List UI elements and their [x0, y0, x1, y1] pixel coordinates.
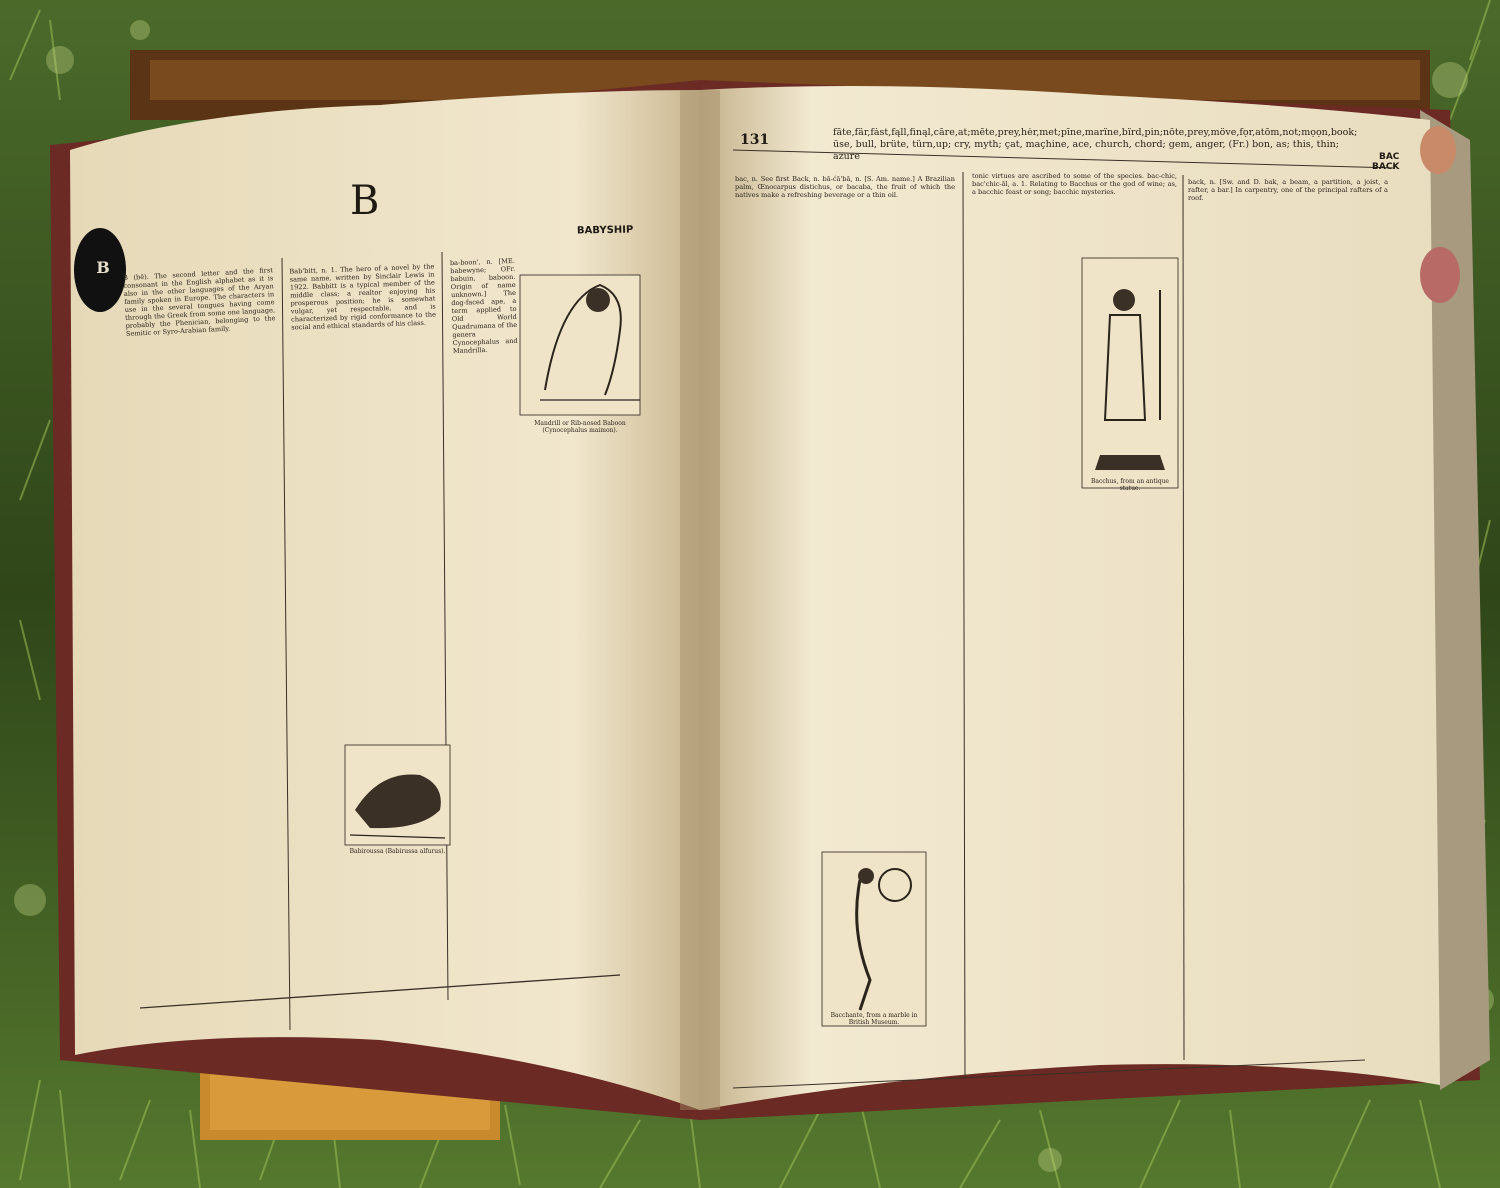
left-page [70, 90, 700, 1110]
right-column-1-text: bac, n. See first Back, n. bā-ćā'bā, n. [S. Am. name.] A Brazilian palm, Œnocarpus distichus, or bacaba, the fruit of which the natives make a refreshing beverage or a thin oil. [735, 175, 955, 199]
bacchante-illustration [822, 852, 926, 1026]
babirusa-caption: Babiroussa (Babirussa alfurus). [349, 848, 446, 855]
pronunciation-key [833, 127, 1358, 163]
left-column-1-text: B (bē). The second letter and the first consonant in the English alphabet as it is also in the other languages of the Aryan family spoken in Europe. The characters in use in the several tongues having come through the Greek from some one language, probably the Phenician, belonging to the Semitic or Syro-Arabian family. [122, 266, 276, 338]
left-running-head: BABYSHIP [576, 224, 634, 237]
pronunciation-line-2: ūse, bull, brüte, türn,up; cry, myth; çat, maçhine, ace, church, chord; gem, anger, (Fr.) bon, as; this, thin; azure [833, 138, 1339, 162]
pronunciation-line-1: fāte,fär,fȧst,fąll,finąl,cāre,at;mēte,prey,hėr,met;pīne,marïne,bïrd,pin;nōte,prey,möve,fọr,atōm,not;mọọn,book; [833, 127, 1358, 138]
bacchus-caption: Bacchus, from an antique statue. [1090, 478, 1169, 492]
running-head-line-1: BAC [1378, 152, 1400, 162]
bacchus-illustration [1082, 258, 1178, 488]
section-letter: B [350, 178, 380, 224]
right-column-3-text: back, n. [Sw. and D. bak, a beam, a partition, a joist, a rafter, a bar.] In carpentry, one of the principal rafters of a roof. [1188, 178, 1388, 202]
shell-decoration [1420, 247, 1460, 303]
baboon-caption: Mandrill or Rib-nosed Baboon (Cynocephalus maimon). [534, 420, 626, 434]
left-column-3-text: ba-boon', n. [ME. babewyne; OFr. babuin, baboon. Origin of name unknown.] The dog-faced ape, a term applied to Old World Quadrumana of the genera Cynocephalus and Mandrilla. [449, 256, 518, 356]
babirusa-illustration [345, 745, 450, 845]
thumb-index-letter: B [96, 258, 110, 277]
right-running-head [1372, 153, 1399, 173]
shell-decoration [1420, 126, 1456, 174]
page-number: 131 [740, 132, 770, 148]
right-column-2-text: tonic virtues are ascribed to some of the species. bac-chic, bac'chic-ăl, a. 1. Relating to Bacchus or the god of wine; as, a bacchic feast or song; bacchic mysteries. [972, 172, 1177, 196]
bacchante-caption: Bacchante, from a marble in British Museum. [830, 1012, 918, 1026]
left-column-2-text: Bab'bitt, n. 1. The hero of a novel by the same name, written by Sinclair Lewis in 1922. Babbitt is a typical member of the middle class; a realtor enjoying his prosperous position; he is somewhat vulgar, yet respectable, and is characterized by rigid conformance to the social and ethical standards of his class. [289, 262, 437, 332]
baboon-illustration [520, 275, 640, 415]
running-head-line-2: BACK [1372, 161, 1400, 172]
